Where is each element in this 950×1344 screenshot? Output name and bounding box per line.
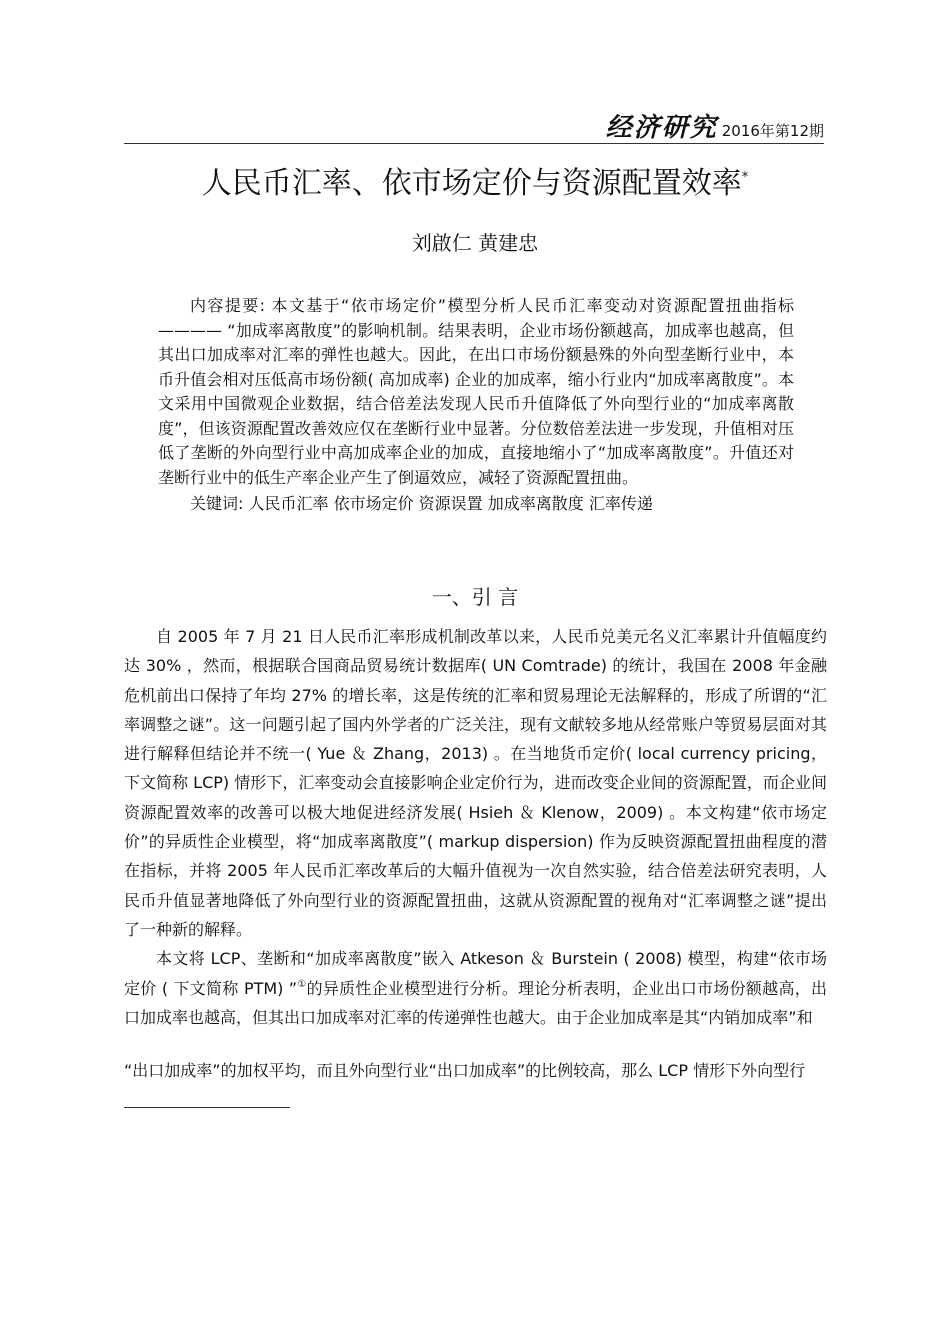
footnote-rule xyxy=(124,1107,290,1108)
abstract xyxy=(158,294,794,517)
journal-logo: 经济研究 xyxy=(605,113,718,143)
journal-header xyxy=(124,114,824,144)
article-authors: 刘啟仁 黄建忠 xyxy=(411,231,539,255)
body-paragraph-2-part-b: 的异质性企业模型进行分析。理论分析表明，企业出口市场份额越高，出口加成率也越高，但其出口加成率对汇率的传递弹性也越大。由于企业加成率是其“内销加成率”和 xyxy=(124,978,827,1027)
body-text xyxy=(124,622,827,1032)
footnote-text: “出口加成率”的加权平均，而且外向型行业“出口加成率”的比例较高，那么 LCP 情形下外向型行 xyxy=(124,1061,806,1080)
footnote-marker: ① xyxy=(297,978,307,990)
section-heading: 一、引 言 xyxy=(431,585,519,609)
keywords: 关键词: 人民币汇率 依市场定价 资源误置 加成率离散度 汇率传递 xyxy=(190,494,653,513)
abstract-text: 内容提要: 本文基于“依市场定价”模型分析人民币汇率变动对资源配置扭曲指标———— “加成率离散度”的影响机制。结果表明，企业市场份额越高，加成率也越高，但其出口加成率对汇率的弹性也越大。因此，在出口市场份额悬殊的外向型垄断行业中，本币升值会相对压低高市场份额( 高加成率) 企业的加成率，缩小行业内“加成率离散度”。本文采用中国微观企业数据，结合倍差法发现人民币升值降低了外向型行业的“加成率离散度”，但该资源配置改善效应仅在垄断行业中显著。分位数倍差法进一步发现，升值相对压低了垄断的外向型行业中高加成率企业的加成，直接地缩小了“加成率离散度”。升值还对垄断行业中的低生产率企业产生了倒逼效应，减轻了资源配置扭曲。 xyxy=(158,296,794,487)
title-footnote-mark: * xyxy=(741,170,749,185)
journal-issue: 2016年第12期 xyxy=(721,122,824,140)
article-title xyxy=(0,162,950,206)
article-title-text: 人民币汇率、依市场定价与资源配置效率 xyxy=(201,166,742,201)
body-paragraph-2-part-a: 本文将 LCP、垄断和“加成率离散度”嵌入 Atkeson ＆ Burstein ( 2008) 模型，构建“依市场定价 ( 下文简称 PTM) ” xyxy=(124,949,827,998)
body-paragraph-1: 自 2005 年 7 月 21 日人民币汇率形成机制改革以来，人民币兑美元名义汇率累计升值幅度约达 30% ，然而，根据联合国商品贸易统计数据库( UN Comtrade) 的统计，我国在 2008 年金融危机前出口保持了年均 27% 的增长率，这是传统的汇率和贸易理论无法解释的，形成了所谓的“汇率调整之谜”。这一问题引起了国内外学者的广泛关注，现有文献较多地从经常账户等贸易层面对其进行解释但结论并不统一( Yue ＆ Zhang，2013) 。在当地货币定价( local currency pricing，下文简称 LCP) 情形下，汇率变动会直接影响企业定价行为，进而改变企业间的资源配置，而企业间资源配置效率的改善可以极大地促进经济发展( Hsieh ＆ Klenow，2009) 。本文构建“依市场定价”的异质性企业模型，将“加成率离散度”( markup dispersion) 作为反映资源配置扭曲程度的潜在指标，并将 2005 年人民币汇率改革后的大幅升值视为一次自然实验，结合倍差法研究表明，人民币升值显著地降低了外向型行业的资源配置扭曲，这就从资源配置的视角对“汇率调整之谜”提出了一种新的解释。 xyxy=(124,627,827,939)
body-paragraph-2 xyxy=(124,944,827,1032)
